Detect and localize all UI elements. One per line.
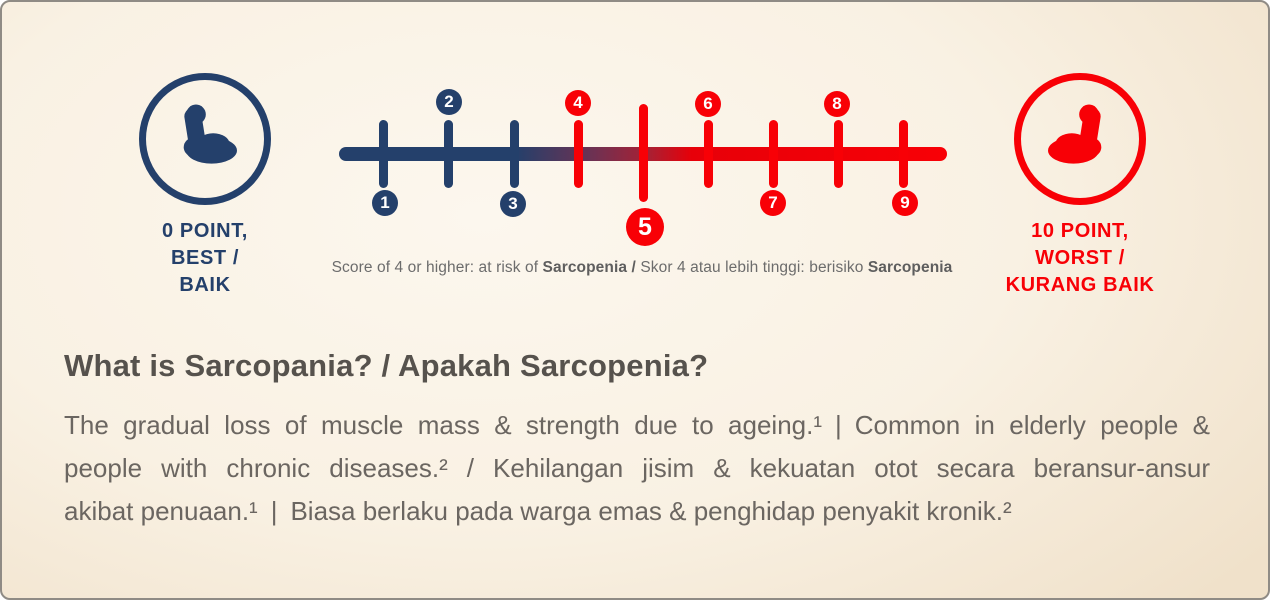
caption-segment-bold: Sarcopenia / bbox=[542, 259, 641, 276]
scale-point-9: 9 bbox=[892, 190, 918, 216]
scale-tick-2 bbox=[444, 120, 453, 188]
scale-point-4: 4 bbox=[565, 90, 591, 116]
scale-point-1: 1 bbox=[372, 190, 398, 216]
badge-label-line: WORST / bbox=[1035, 247, 1125, 269]
scale-tick-8 bbox=[834, 120, 843, 188]
scale-tick-4 bbox=[574, 120, 583, 188]
caption-segment: Skor 4 atau lebih tinggi: berisiko bbox=[640, 259, 868, 276]
scale-tick-9 bbox=[899, 120, 908, 188]
scale-point-8: 8 bbox=[824, 91, 850, 117]
best-score-badge bbox=[105, 73, 305, 299]
scale-point-2: 2 bbox=[436, 89, 462, 115]
flexed-bicep-icon bbox=[139, 73, 271, 205]
badge-label-line: KURANG BAIK bbox=[1005, 274, 1155, 296]
scale-point-7: 7 bbox=[760, 190, 786, 216]
flexed-bicep-icon bbox=[1014, 73, 1146, 205]
scale-caption bbox=[297, 259, 987, 277]
scale-point-5: 5 bbox=[626, 208, 664, 246]
caption-segment-bold: Sarcopenia bbox=[867, 259, 953, 276]
body-line-1: The gradual loss of muscle mass & strength due to ageing.¹ | Common in elderly people & bbox=[64, 410, 1210, 440]
body-line-3: akibat penuaan.¹ | Biasa berlaku pada warga emas & penghidap penyakit kronik.² bbox=[64, 496, 1012, 526]
scale-tick-5 bbox=[639, 104, 648, 202]
body-line-2: people with chronic diseases.² / Kehilangan jisim & kekuatan otot secara beransur-ansur bbox=[64, 453, 1210, 483]
caption-segment: Score of 4 or higher: at risk of bbox=[331, 259, 543, 276]
section-heading: What is Sarcopania? / Apakah Sarcopenia? bbox=[64, 348, 709, 383]
badge-label-line: BEST / bbox=[170, 247, 240, 269]
best-score-label bbox=[162, 218, 248, 299]
scale-point-6: 6 bbox=[695, 91, 721, 117]
score-scale bbox=[342, 62, 942, 282]
badge-label-line: BAIK bbox=[179, 274, 231, 296]
scale-tick-7 bbox=[769, 120, 778, 188]
badge-label-line: 0 POINT, bbox=[162, 220, 248, 242]
scale-tick-6 bbox=[704, 120, 713, 188]
scale-tick-1 bbox=[379, 120, 388, 188]
badge-label-line: 10 POINT, bbox=[1031, 220, 1129, 242]
scale-tick-3 bbox=[510, 120, 519, 188]
scale-point-3: 3 bbox=[500, 191, 526, 217]
worst-score-label bbox=[1006, 218, 1155, 299]
definition-text bbox=[64, 404, 1210, 533]
worst-score-badge bbox=[980, 73, 1180, 299]
